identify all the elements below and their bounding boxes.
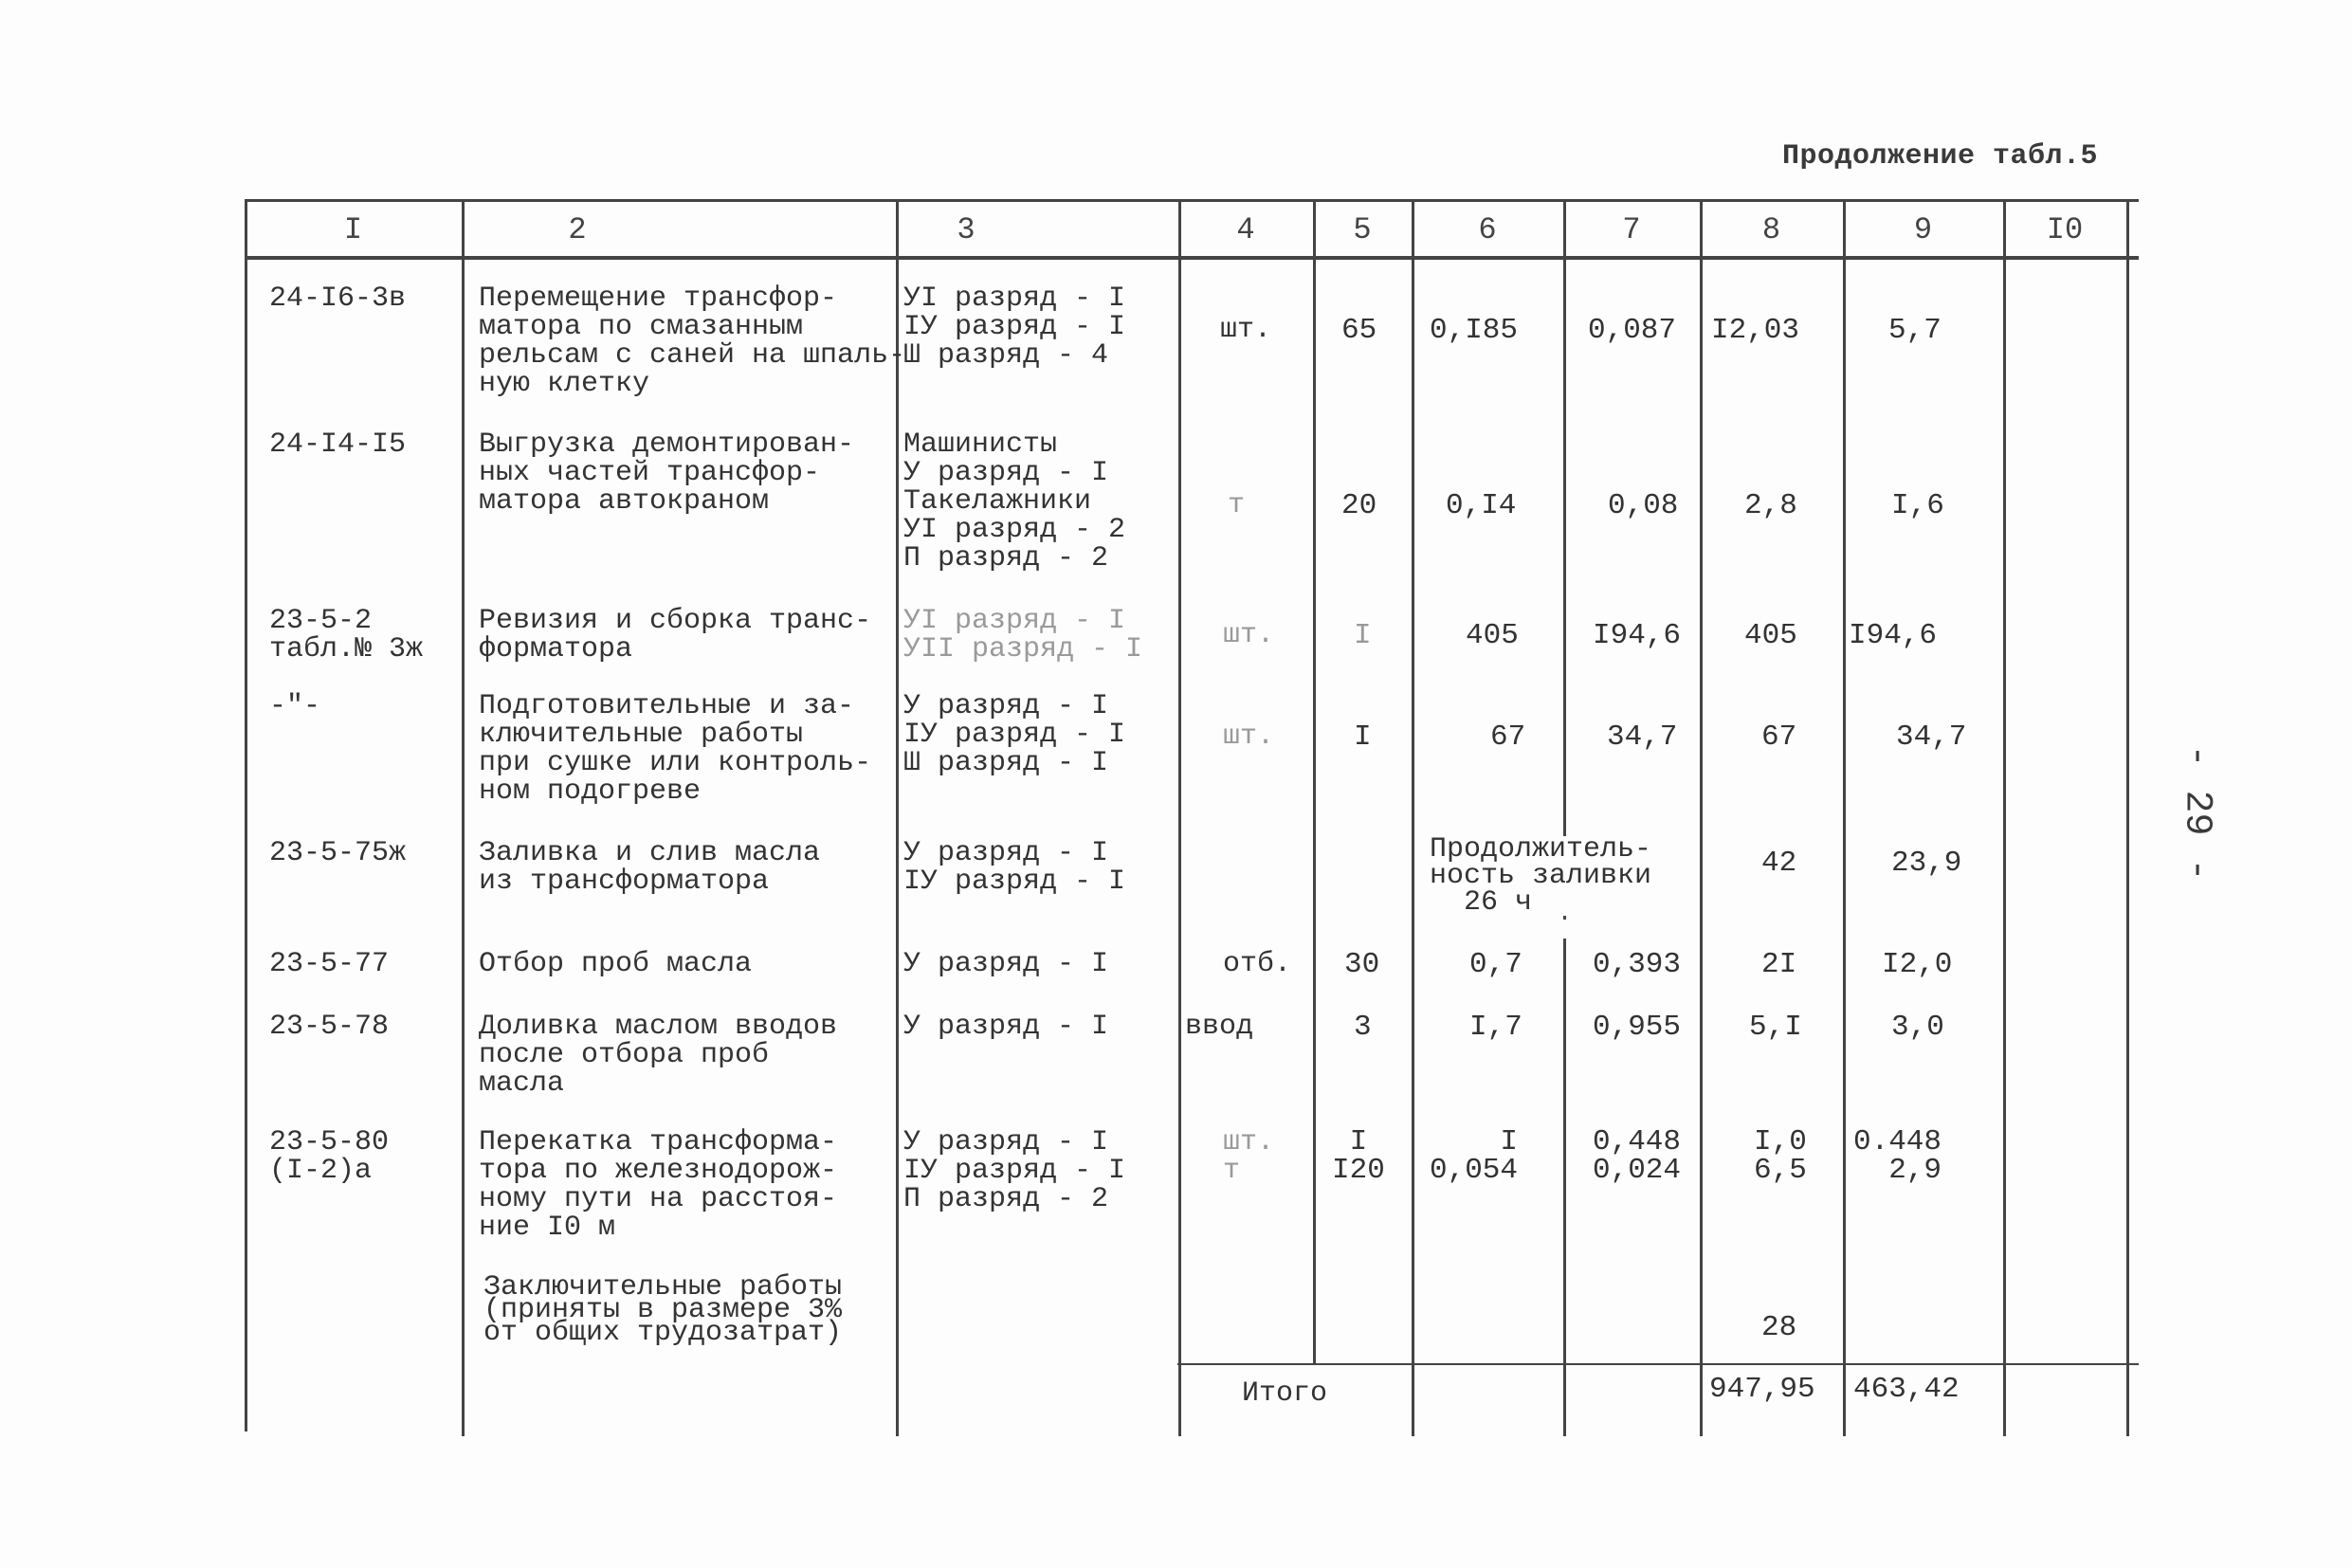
- row-description: Ревизия и сборка транс- форматора: [479, 605, 872, 665]
- row-norm-time: 0,7: [1469, 948, 1522, 981]
- column-divider: [1843, 199, 1846, 1436]
- row-total-cost: 5,7: [1888, 314, 1942, 347]
- row-unit: ввод: [1185, 1011, 1254, 1043]
- column-header-4: 4: [1236, 212, 1255, 247]
- row-qty: I: [1354, 619, 1372, 652]
- row-unit: отб.: [1223, 948, 1292, 980]
- row-total-cost: 23,9: [1891, 847, 1962, 880]
- column-divider: [1563, 939, 1566, 1436]
- row-total-cost: I2,0: [1882, 948, 1953, 981]
- row-code: -"-: [269, 690, 321, 722]
- total-label: Итого: [1242, 1377, 1328, 1410]
- row-description: Подготовительные и за- ключительные работы при сушке или контроль- ном подогреве: [479, 690, 872, 808]
- column-header-8: 8: [1761, 212, 1781, 247]
- row-workers: У разряд - I IУ разряд - I П разряд - 2: [903, 1126, 1126, 1215]
- column-divider: [245, 199, 247, 1431]
- column-header-1: I: [343, 212, 363, 247]
- column-header-9: 9: [1913, 212, 1933, 247]
- row-description: Перемещение трансфор- матора по смазанным рельсам с саней на шпаль- ную клетку: [479, 283, 906, 400]
- row-code: 23-5-2 табл.№ 3ж: [269, 605, 424, 665]
- row-unit: шт.: [1220, 314, 1272, 346]
- row-norm-time: I 0,054: [1430, 1125, 1519, 1187]
- row-total-time: 405: [1744, 619, 1797, 652]
- column-divider: [1178, 199, 1181, 1436]
- row-qty: 30: [1344, 948, 1380, 981]
- row-norm-time: 0,I4: [1446, 489, 1517, 522]
- row-unit: шт.: [1223, 720, 1275, 753]
- row-norm-cost: 0,087: [1588, 314, 1677, 347]
- total-row-top-border: [1177, 1363, 2139, 1365]
- row-workers: УI разряд - I УII разряд - I: [903, 605, 1143, 665]
- page-number: - 29 -: [2175, 744, 2218, 882]
- row-qty: I: [1354, 720, 1372, 754]
- row-description: Доливка маслом вводов после отбора проб масла: [479, 1011, 838, 1100]
- row-total-time: 2,8: [1744, 489, 1797, 522]
- row-code: 23-5-75ж: [269, 837, 407, 869]
- row-code: 23-5-80 (I-2)а: [269, 1126, 390, 1187]
- column-header-3: 3: [957, 212, 975, 247]
- row-description: Перекатка трансформа- тора по железнодорож- ному пути на расстоя- ние I0 м: [479, 1126, 838, 1244]
- column-divider: [1313, 199, 1316, 1365]
- total-time: 947,95: [1709, 1373, 1815, 1406]
- row-unit: т: [1228, 489, 1246, 521]
- row-total-cost: I,6: [1891, 489, 1944, 522]
- column-header-10: I0: [2046, 212, 2084, 247]
- row-total-time: 42: [1761, 847, 1797, 880]
- row-qty: 3: [1354, 1011, 1372, 1044]
- row-qty: 20: [1341, 489, 1377, 522]
- table-top-border: [245, 199, 2139, 202]
- row-total-time: I2,03: [1711, 314, 1800, 347]
- row-workers: У разряд - I IУ разряд - I Ш разряд - I: [903, 690, 1126, 779]
- row-unit: шт. т: [1223, 1126, 1275, 1187]
- column-divider: [2126, 199, 2129, 1436]
- column-header-6: 6: [1478, 212, 1497, 247]
- row-workers: У разряд - I: [903, 948, 1109, 980]
- row-total-cost: 3,0: [1891, 1011, 1944, 1044]
- row-norm-time: 0,I85: [1430, 314, 1519, 347]
- row-total-cost: 34,7: [1896, 720, 1967, 754]
- row-total-time: 2I: [1761, 948, 1797, 981]
- row-workers: У разряд - I IУ разряд - I: [903, 837, 1126, 898]
- row-norm-cost: 0,393: [1593, 948, 1682, 981]
- row-total-cost: I94,6: [1849, 619, 1938, 652]
- row-norm-cost: 34,7: [1607, 720, 1678, 754]
- row-description: Заключительные работы (приняты в размере 3% от общих трудозатрат): [483, 1271, 843, 1349]
- row-total-cost: 0.448 2,9: [1853, 1125, 1942, 1187]
- column-header-2: 2: [568, 212, 587, 247]
- row-workers: Машинисты У разряд - I Такелажники УI разряд - 2 П разряд - 2: [903, 428, 1126, 574]
- row-qty: I I20: [1332, 1125, 1385, 1187]
- column-header-7: 7: [1622, 212, 1641, 247]
- row-unit: шт.: [1223, 619, 1275, 651]
- row-total-time: 67: [1761, 720, 1797, 754]
- row-code: 23-5-78: [269, 1011, 390, 1043]
- row-norm-cost: I94,6: [1593, 619, 1682, 652]
- column-divider: [2003, 199, 2006, 1436]
- column-divider: [1412, 199, 1414, 1436]
- row-code: 24-I4-I5: [269, 428, 407, 461]
- row-norm-time: 67: [1490, 720, 1526, 754]
- column-divider: [1563, 199, 1566, 920]
- column-divider: [1700, 199, 1703, 1436]
- row-description: Заливка и слив масла из трансформатора: [479, 837, 821, 898]
- header-bottom-border: [245, 256, 2139, 260]
- row-workers: УI разряд - I IУ разряд - I Ш разряд - 4: [903, 283, 1126, 372]
- row-norm-cost: 0,955: [1593, 1011, 1682, 1044]
- row-norm-time: 405: [1466, 619, 1519, 652]
- total-cost: 463,42: [1853, 1373, 1960, 1406]
- table-continuation-heading: Продолжение табл.5: [1782, 140, 2099, 173]
- row-code: 23-5-77: [269, 948, 390, 980]
- row-workers: У разряд - I: [903, 1011, 1109, 1043]
- row-total-time: 5,I: [1749, 1011, 1802, 1044]
- row-norm-time: I,7: [1469, 1011, 1522, 1044]
- row-total-time: 28: [1761, 1311, 1797, 1344]
- row-norm-cost: 0,08: [1608, 489, 1679, 522]
- column-header-5: 5: [1353, 212, 1372, 247]
- row-description: Выгрузка демонтирован- ных частей трансфор- матора автокраном: [479, 428, 855, 518]
- row-total-time: I,0 6,5: [1754, 1125, 1807, 1187]
- row-code: 24-I6-3в: [269, 283, 407, 315]
- column-divider: [462, 199, 465, 1436]
- row-duration-note: Продолжитель- ность заливки 26 ч: [1430, 836, 1659, 916]
- row-qty: 65: [1341, 314, 1377, 347]
- row-description: Отбор проб масла: [479, 948, 753, 980]
- row-norm-cost: 0,448 0,024: [1593, 1125, 1682, 1187]
